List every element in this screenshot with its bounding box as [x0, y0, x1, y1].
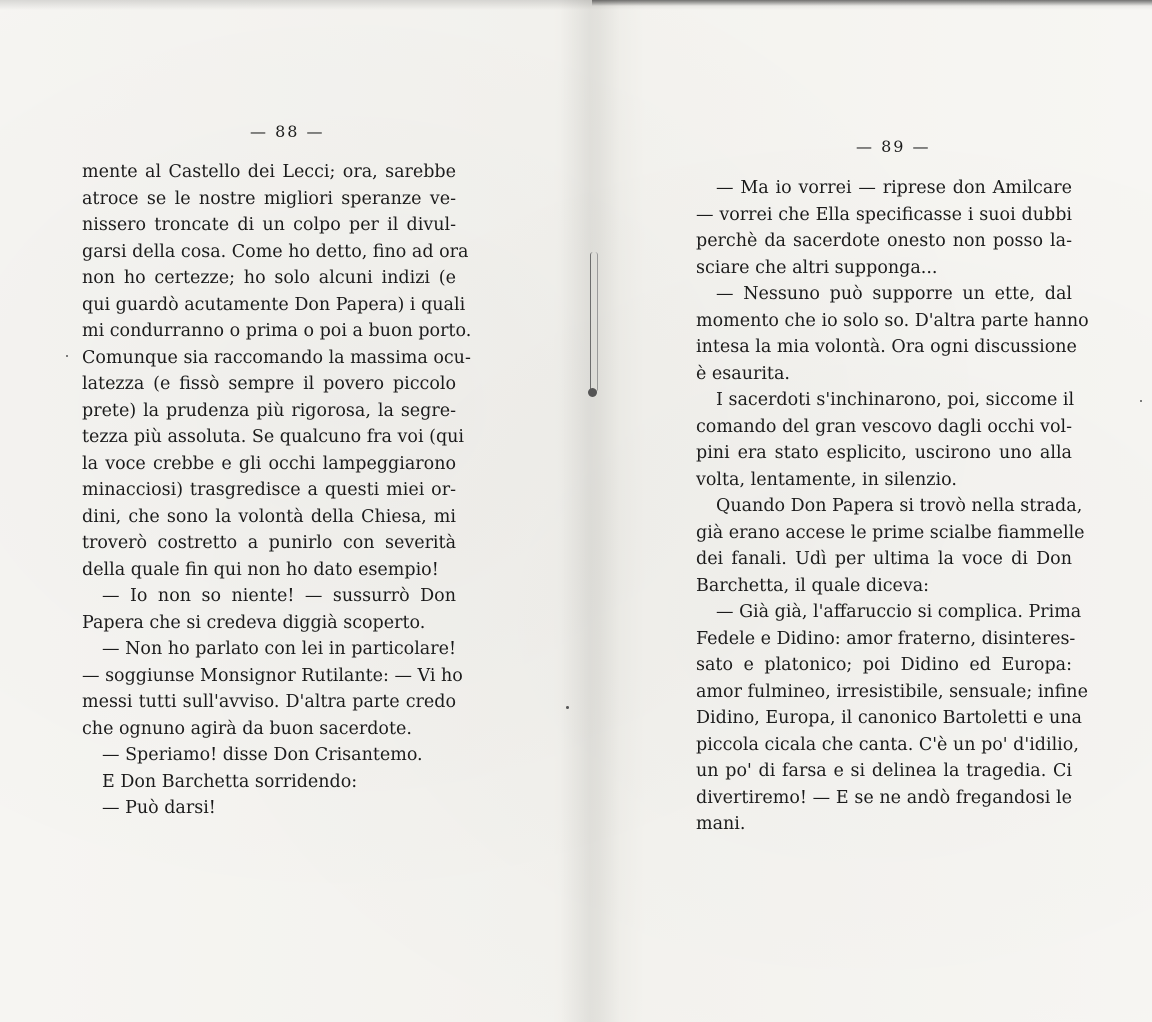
text-line: prete) la prudenza più rigorosa, la segre-	[82, 400, 456, 421]
scan-speck	[66, 355, 68, 357]
text-line: divertiremo! — E se ne andò fregandosi le	[696, 787, 1072, 808]
text-line: — soggiunse Monsignor Rutilante: — Vi ho	[82, 665, 463, 686]
text-line: minacciosi) trasgredisce a questi miei or-	[82, 480, 456, 500]
text-line: mani.	[696, 814, 746, 834]
text-line: Comunque sia raccomando la massima ocu-	[82, 347, 471, 368]
text-line: non ho certezze; ho solo alcuni indizi (e	[82, 268, 456, 288]
text-line: un po' di farsa e si delinea la tragedia. Ci	[696, 761, 1072, 781]
binding-knot	[588, 388, 597, 397]
text-line: — Può darsi!	[102, 798, 216, 818]
text-line: — Nessuno può supporre un ette, dal	[716, 284, 1072, 304]
text-line: — Ma io vorrei — riprese don Amilcare	[716, 178, 1072, 198]
text-line: la voce crebbe e gli occhi lampeggiarono	[82, 453, 456, 474]
text-line: nissero troncate di un colpo per il divul-	[82, 215, 456, 235]
text-line: che ognuno agirà da buon sacerdote.	[82, 718, 412, 739]
text-line: — Non ho parlato con lei in particolare!	[102, 639, 456, 659]
text-line: — Già già, l'affaruccio si complica. Prima	[716, 602, 1082, 622]
text-line: mente al Castello dei Lecci; ora, sarebbe	[82, 162, 456, 182]
text-line: volta, lentamente, in silenzio.	[696, 469, 957, 490]
right-page-number: — 89 —	[856, 137, 931, 156]
text-line: Didino, Europa, il canonico Bartoletti e una	[696, 708, 1082, 728]
text-line: — vorrei che Ella specificasse i suoi dubbi	[696, 204, 1072, 225]
left-page-number: — 88 —	[250, 122, 325, 141]
text-line: sciare che altri supponga...	[696, 257, 938, 278]
text-line: perchè da sacerdote onesto non posso la-	[696, 231, 1072, 251]
text-line: è esaurita.	[696, 363, 790, 384]
text-line: Papera che si credeva diggià scoperto.	[82, 612, 426, 633]
text-line: messi tutti sull'avviso. D'altra parte credo	[82, 692, 456, 712]
text-line: atroce se le nostre migliori speranze ve-	[82, 188, 456, 209]
text-line: Fedele e Didino: amor fraterno, disinteres-	[696, 628, 1076, 649]
text-line: amor fulmineo, irresistibile, sensuale; infine	[696, 681, 1088, 702]
text-line: dini, che sono la volontà della Chiesa, mi	[82, 506, 456, 527]
text-line: pini era stato esplicito, uscirono uno alla	[696, 443, 1072, 463]
text-line: qui guardò acutamente Don Papera) i quali	[82, 294, 466, 315]
text-line: già erano accese le prime scialbe fiammelle	[696, 522, 1085, 543]
text-line: piccola cicala che canta. C'è un po' d'idilio,	[696, 734, 1079, 755]
text-line: I sacerdoti s'inchinarono, poi, siccome il	[716, 390, 1075, 410]
text-line: garsi della cosa. Come ho detto, fino ad ora	[82, 241, 469, 262]
book-gutter	[560, 0, 620, 1022]
text-line: della quale fin qui non ho dato esempio!	[82, 559, 439, 580]
right-page-text	[696, 175, 1089, 838]
text-line: sato e platonico; poi Didino ed Europa:	[696, 655, 1072, 675]
text-line: latezza (e fissò sempre il povero piccolo	[82, 374, 456, 394]
text-line: comando del gran vescovo dagli occhi vol-	[696, 416, 1072, 437]
text-line: momento che io solo so. D'altra parte hanno	[696, 310, 1089, 331]
binding-thread	[590, 252, 598, 392]
text-line: mi condurranno o prima o poi a buon porto.	[82, 321, 472, 341]
text-line: Quando Don Papera si trovò nella strada,	[716, 496, 1083, 516]
text-line: — Speriamo! disse Don Crisantemo.	[102, 745, 423, 765]
text-line: troverò costretto a punirlo con severità	[82, 533, 456, 553]
scan-speck	[566, 706, 569, 709]
text-line: — Io non so niente! — sussurrò Don	[102, 586, 456, 606]
text-line: Barchetta, il quale diceva:	[696, 575, 930, 596]
text-line: E Don Barchetta sorridendo:	[102, 771, 358, 792]
left-page-text	[82, 159, 472, 822]
text-line: tezza più assoluta. Se qualcuno fra voi (qui	[82, 427, 465, 447]
text-line: intesa la mia volontà. Ora ogni discussione	[696, 337, 1077, 357]
scan-speck	[1140, 400, 1142, 402]
text-line: dei fanali. Udì per ultima la voce di Don	[696, 549, 1072, 569]
page-top-edge-dark	[592, 0, 1152, 6]
